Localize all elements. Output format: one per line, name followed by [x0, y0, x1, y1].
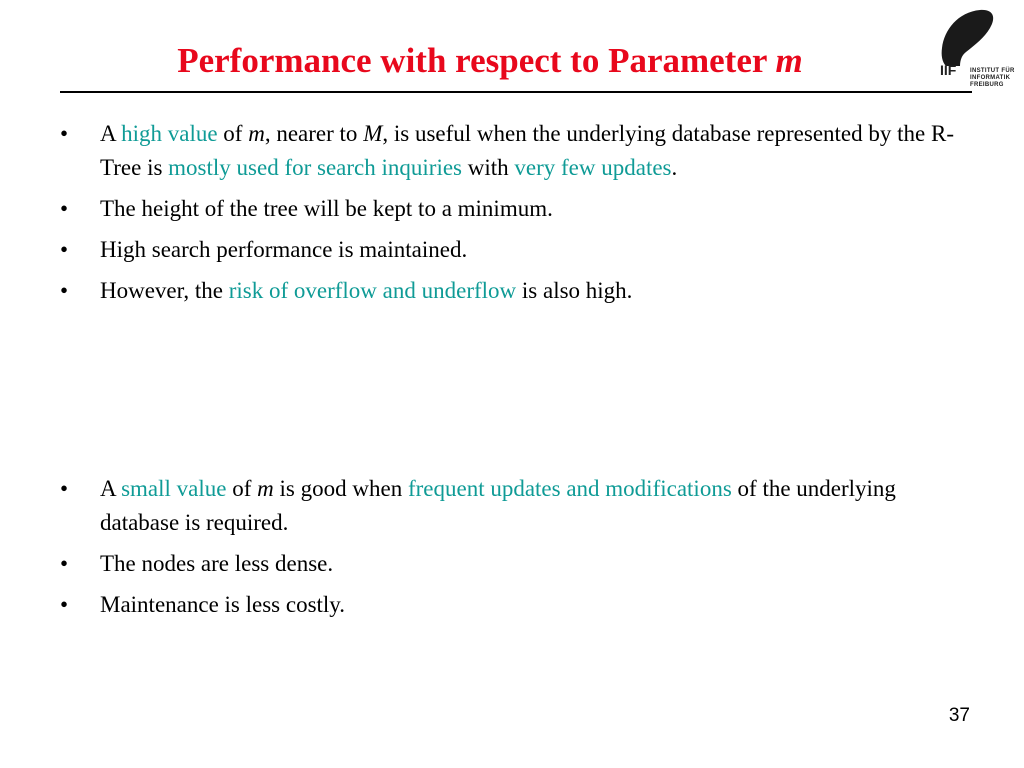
variable-m: m [257, 476, 274, 501]
logo-abbreviation: IIF [940, 62, 957, 78]
text-segment: . [671, 155, 678, 180]
text-segment: of [226, 476, 258, 501]
bullet-tree-height: • The height of the tree will be kept to a minimum. [60, 192, 970, 226]
bullet-maintenance-cost: • Maintenance is less costly. [60, 588, 970, 622]
bullet-high-value [60, 117, 970, 185]
text-segment: is good when [273, 476, 408, 501]
bullet-small-value [60, 472, 970, 540]
bullet-nodes-density: • The nodes are less dense. [60, 547, 970, 581]
logo-line-1: INSTITUT FÜR [970, 68, 1015, 74]
slide-title [60, 40, 920, 82]
page-number: 37 [948, 705, 970, 726]
variable-M: M [363, 121, 383, 146]
text-segment: is also high. [516, 278, 633, 303]
text-segment: A [100, 476, 122, 501]
highlight-segment: very few updates [514, 155, 672, 180]
slide-title-variable: m [775, 41, 803, 80]
text-segment: , nearer to [264, 121, 364, 146]
highlight-segment: mostly used for search inquiries [168, 155, 462, 180]
bullet-overflow-risk [60, 274, 970, 308]
highlight-segment: risk of overflow and underflow [228, 278, 517, 303]
text-segment: A [100, 121, 122, 146]
bullet-list-high-m [60, 117, 970, 315]
highlight-segment: frequent updates and modifications [407, 476, 732, 501]
bullet-list-small-m [60, 472, 970, 629]
slide-title-text: Performance with respect to Parameter [177, 41, 776, 80]
logo-institute-text [970, 68, 1022, 89]
logo-line-2: INFORMATIK [970, 75, 1011, 81]
highlight-segment: high value [121, 121, 218, 146]
variable-m: m [248, 121, 265, 146]
highlight-segment: small value [121, 476, 227, 501]
text-segment: of the underlying database is required. [100, 476, 896, 535]
text-segment: , is useful when the underlying database represented by the R-Tree is [100, 121, 954, 180]
text-segment: with [462, 155, 515, 180]
text-segment: However, the [100, 278, 229, 303]
text-segment: of [217, 121, 249, 146]
logo-line-3: FREIBURG [970, 82, 1004, 88]
bullet-search-performance: • High search performance is maintained. [60, 233, 970, 267]
title-divider [60, 91, 972, 93]
